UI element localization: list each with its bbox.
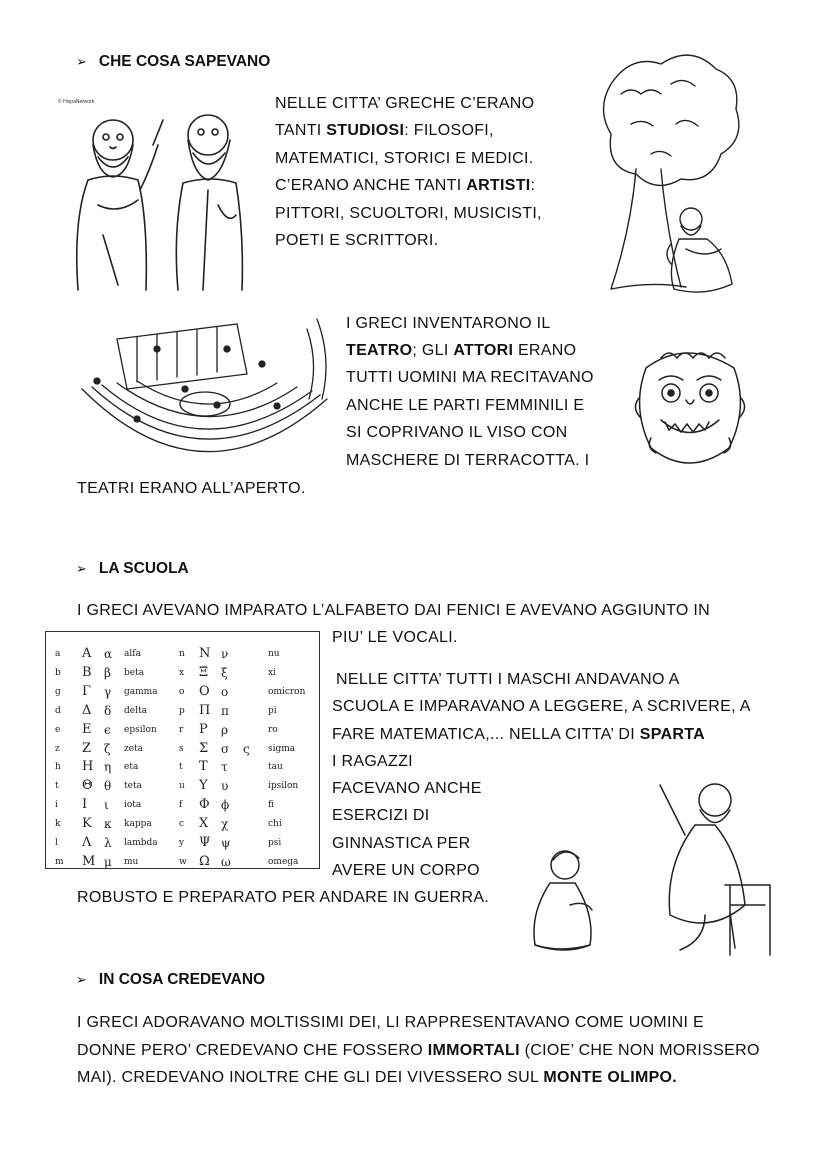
copyright-note: © HispaNetwork: [58, 99, 95, 105]
text-line: ANCHE LE PARTI FEMMINILI E: [346, 397, 585, 414]
alphabet-cell: t: [55, 781, 59, 792]
alphabet-row: [46, 683, 319, 704]
alphabet-cell: Ζ: [82, 740, 92, 756]
alphabet-cell: η: [104, 760, 112, 775]
bold-keyword: SPARTA: [639, 726, 705, 743]
alphabet-cell: delta: [124, 705, 147, 716]
text-line: TANTI STUDIOSI: FILOSOFI,: [275, 122, 494, 139]
alphabet-cell: sigma: [268, 743, 296, 754]
alphabet-cell: Α: [82, 646, 92, 661]
alphabet-cell: β: [104, 665, 111, 680]
alphabet-cell: i: [55, 800, 58, 811]
text-line: PITTORI, SCUOLTORI, MUSICISTI,: [275, 205, 542, 222]
alphabet-cell: Τ: [199, 759, 208, 775]
alphabet-cell: λ: [104, 836, 112, 850]
alphabet-row: [46, 646, 319, 666]
alphabet-cell: x: [179, 667, 185, 678]
bold-keyword: ARTISTI: [466, 177, 531, 194]
text-line: POETI E SCRITTORI.: [275, 232, 439, 249]
alphabet-cell: ro: [268, 724, 278, 735]
alphabet-cell: δ: [104, 703, 112, 718]
text-line: AVERE UN CORPO: [332, 862, 480, 879]
alphabet-cell: ν: [221, 647, 229, 661]
text-line: TEATRO; GLI ATTORI ERANO: [346, 342, 577, 359]
alphabet-row: [46, 702, 319, 723]
alphabet-cell: Ξ: [199, 664, 209, 680]
alphabet-row: [46, 740, 319, 761]
alphabet-cell: ϵ: [104, 722, 111, 737]
text-line: ROBUSTO E PREPARATO PER ANDARE IN GUERRA.: [77, 889, 490, 906]
alphabet-cell: ω: [221, 854, 231, 869]
text-line: I RAGAZZI: [332, 753, 413, 770]
alphabet-cell: s: [179, 743, 184, 754]
arrow-bullet-icon: ➢: [76, 972, 87, 987]
section-heading-scuola: ➢ LA SCUOLA: [76, 560, 189, 577]
text-line: GINNASTICA PER: [332, 835, 471, 852]
alphabet-row: [46, 797, 319, 817]
alphabet-cell: alfa: [124, 649, 141, 659]
alphabet-cell: Κ: [82, 816, 92, 832]
alphabet-cell: l: [55, 838, 58, 848]
alphabet-cell: χ: [221, 817, 229, 832]
alphabet-cell: Μ: [82, 853, 96, 869]
alphabet-cell: f: [179, 800, 183, 811]
text-line: I GRECI ADORAVANO MOLTISSIMI DEI, LI RAPPRESENTAVANO COME UOMINI E: [77, 1014, 705, 1031]
alphabet-cell: ο: [221, 684, 229, 699]
alphabet-cell: Ψ: [199, 835, 211, 850]
text-line: I GRECI INVENTARONO IL: [346, 315, 551, 332]
alphabet-cell: ξ: [221, 665, 228, 680]
bold-keyword: ATTORI: [453, 342, 514, 359]
alphabet-row: [46, 778, 319, 798]
text-line: DONNE PERO’ CREDEVANO CHE FOSSERO IMMORTALI (CIOE’ CHE NON MORISSERO: [77, 1042, 760, 1059]
philosophers-illustration: [58, 95, 263, 295]
alphabet-cell: b: [55, 667, 61, 678]
alphabet-cell: psi: [268, 838, 282, 848]
text-line: FARE MATEMATICA,... NELLA CITTA’ DI SPARTA: [332, 726, 705, 743]
bold-keyword: IMMORTALI: [427, 1042, 520, 1059]
teacher-student-illustration: [525, 765, 775, 965]
alphabet-cell: m: [55, 856, 64, 867]
section-heading-sapevano: ➢ CHE COSA SAPEVANO: [76, 53, 271, 70]
alphabet-cell: Ι: [82, 797, 88, 813]
alphabet-cell: Ν: [199, 646, 211, 661]
alphabet-cell: α: [104, 647, 113, 661]
tree-musician-illustration: [591, 44, 746, 310]
alphabet-cell: ς: [243, 741, 250, 756]
alphabet-cell: Δ: [82, 702, 92, 718]
text-line: TUTTI UOMINI MA RECITAVANO: [346, 369, 594, 386]
alphabet-cell: e: [55, 724, 61, 735]
alphabet-cell: epsilon: [124, 724, 157, 735]
alphabet-cell: ζ: [104, 741, 111, 756]
text-line: MATEMATICI, STORICI E MEDICI.: [275, 150, 534, 167]
alphabet-cell: t: [179, 762, 183, 773]
alphabet-cell: π: [221, 703, 229, 718]
alphabet-cell: Γ: [82, 683, 92, 699]
alphabet-cell: p: [179, 705, 185, 716]
alphabet-row: [46, 835, 319, 855]
alphabet-cell: σ: [221, 741, 230, 756]
alphabet-cell: υ: [221, 779, 229, 794]
alphabet-cell: θ: [104, 779, 112, 794]
greek-alphabet-table: [45, 631, 320, 869]
alphabet-row: [46, 853, 319, 874]
text-line: NELLE CITTA’ GRECHE C’ERANO: [275, 95, 535, 112]
theatre-mask-illustration: [631, 338, 749, 470]
bold-keyword: STUDIOSI: [326, 122, 405, 139]
alphabet-cell: c: [179, 819, 185, 830]
arrow-bullet-icon: ➢: [76, 561, 87, 576]
alphabet-cell: ι: [104, 798, 109, 813]
text-line: FACEVANO ANCHE: [332, 780, 482, 797]
text-line: ESERCIZI DI: [332, 807, 430, 824]
alphabet-cell: y: [179, 838, 185, 848]
alphabet-cell: teta: [124, 781, 142, 792]
alphabet-cell: tau: [268, 762, 283, 773]
alphabet-cell: ψ: [221, 836, 231, 850]
alphabet-cell: k: [55, 819, 61, 830]
alphabet-cell: gamma: [124, 686, 158, 697]
alphabet-cell: o: [179, 686, 185, 697]
bold-keyword: TEATRO: [346, 342, 413, 359]
text-line: MASCHERE DI TERRACOTTA. I: [346, 452, 590, 469]
alphabet-cell: r: [179, 724, 184, 735]
alphabet-cell: u: [179, 781, 185, 792]
alphabet-cell: ϕ: [221, 798, 230, 813]
alphabet-cell: Β: [82, 664, 92, 680]
alphabet-cell: Σ: [199, 740, 209, 756]
bold-keyword: MONTE OLIMPO.: [543, 1069, 678, 1086]
alphabet-row: [46, 759, 319, 779]
alphabet-cell: g: [55, 686, 61, 697]
alphabet-cell: Π: [199, 702, 211, 718]
text-line: SI COPRIVANO IL VISO CON: [346, 424, 568, 441]
alphabet-cell: Φ: [199, 797, 210, 813]
alphabet-cell: zeta: [124, 743, 144, 754]
alphabet-cell: kappa: [124, 819, 152, 830]
alphabet-cell: mu: [124, 856, 139, 867]
alphabet-cell: Ρ: [199, 721, 208, 737]
alphabet-cell: chi: [268, 819, 282, 830]
alphabet-cell: iota: [124, 800, 142, 811]
alphabet-cell: z: [55, 743, 60, 754]
alphabet-cell: Ο: [199, 683, 210, 699]
alphabet-cell: n: [179, 649, 185, 659]
greek-theatre-illustration: [77, 309, 335, 473]
alphabet-cell: ipsilon: [268, 781, 299, 792]
text-line: TEATRI ERANO ALL’APERTO.: [77, 480, 306, 497]
alphabet-cell: Ω: [199, 853, 210, 869]
alphabet-cell: μ: [104, 854, 112, 869]
alphabet-cell: omega: [268, 856, 299, 867]
alphabet-cell: γ: [104, 684, 112, 699]
alphabet-cell: xi: [268, 667, 276, 678]
alphabet-cell: fi: [268, 800, 275, 811]
alphabet-cell: Χ: [199, 816, 209, 832]
text-line: C’ERANO ANCHE TANTI ARTISTI:: [275, 177, 536, 194]
alphabet-cell: omicron: [268, 686, 306, 697]
alphabet-row: [46, 816, 319, 836]
text-line: NELLE CITTA’ TUTTI I MASCHI ANDAVANO A: [336, 671, 680, 688]
text-line: I GRECI AVEVANO IMPARATO L’ALFABETO DAI FENICI E AVEVANO AGGIUNTO IN: [77, 602, 711, 619]
alphabet-cell: nu: [268, 649, 280, 659]
alphabet-cell: Υ: [199, 778, 208, 794]
alphabet-cell: a: [55, 649, 61, 659]
text-line: MAI). CREDEVANO INOLTRE CHE GLI DEI VIVESSERO SUL MONTE OLIMPO.: [77, 1069, 678, 1086]
alphabet-cell: Λ: [82, 835, 92, 850]
text-line: PIU’ LE VOCALI.: [332, 629, 458, 646]
alphabet-row: [46, 664, 319, 685]
alphabet-cell: ρ: [221, 722, 229, 737]
alphabet-cell: w: [179, 856, 187, 867]
alphabet-row: [46, 721, 319, 742]
text-line: SCUOLA E IMPARAVANO A LEGGERE, A SCRIVERE, A: [332, 698, 751, 715]
alphabet-cell: κ: [104, 817, 112, 832]
alphabet-cell: h: [55, 762, 61, 773]
alphabet-cell: eta: [124, 762, 139, 773]
alphabet-cell: d: [55, 705, 61, 716]
alphabet-cell: Ε: [82, 721, 92, 737]
alphabet-cell: beta: [124, 667, 145, 678]
arrow-bullet-icon: ➢: [76, 54, 87, 69]
alphabet-cell: Θ: [82, 778, 93, 794]
alphabet-cell: τ: [221, 760, 228, 775]
section-heading-credevano: ➢ IN COSA CREDEVANO: [76, 971, 266, 988]
alphabet-cell: pi: [268, 705, 277, 716]
alphabet-cell: lambda: [124, 838, 158, 848]
alphabet-cell: Η: [82, 759, 94, 775]
